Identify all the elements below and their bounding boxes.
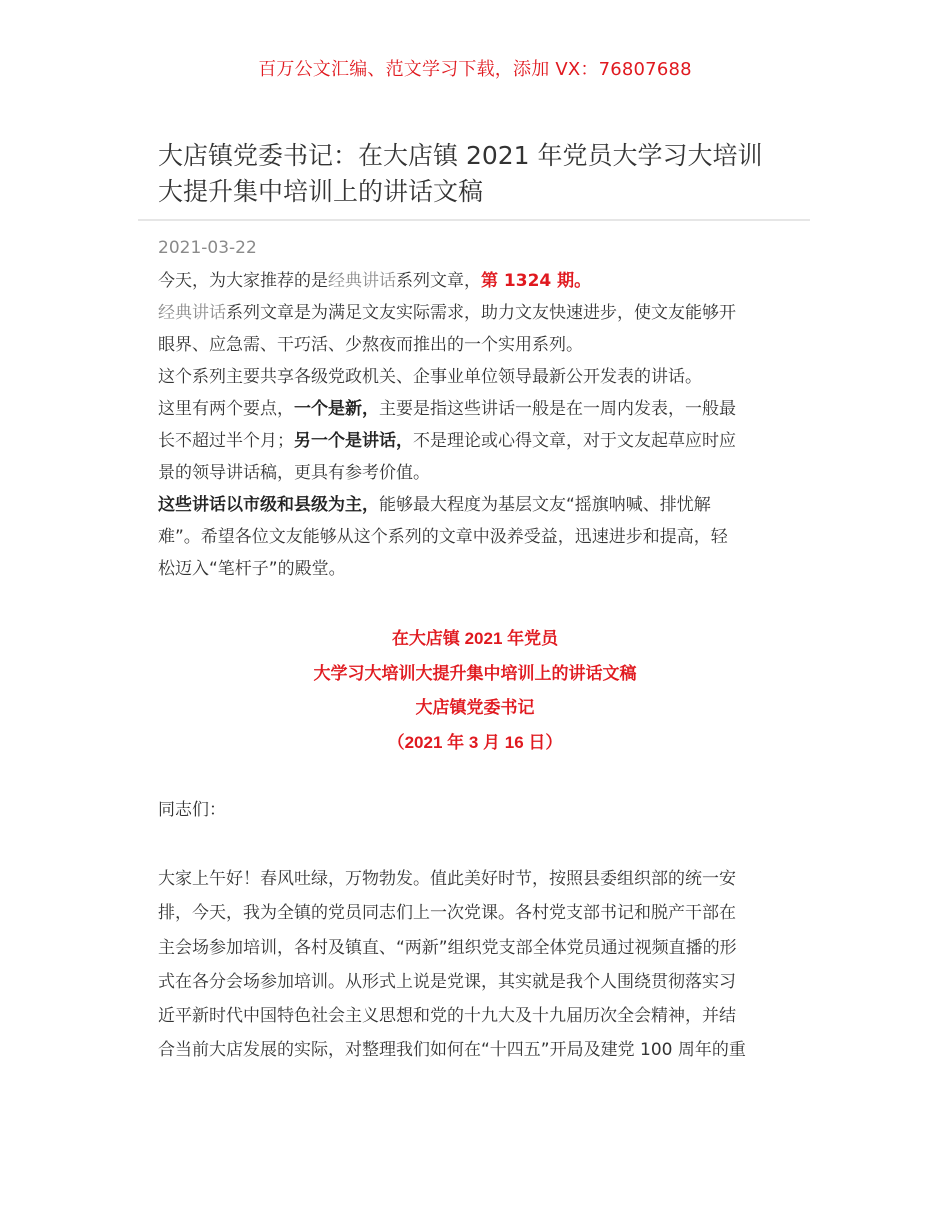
speech-heading-date: （2021 年 3 月 16 日） bbox=[387, 732, 563, 752]
series-link[interactable]: 经典讲话 bbox=[328, 271, 396, 291]
series-link[interactable]: 经典讲话 bbox=[158, 303, 226, 323]
body-line: 近平新时代中国特色社会主义思想和党的十九大及十九届历次全会精神，并结 bbox=[158, 1006, 736, 1027]
promo-banner: 百万公文汇编、范文学习下载，添加 VX：76807688 bbox=[258, 59, 692, 80]
speech-heading bbox=[0, 622, 950, 760]
body-line: 式在各分会场参加培训。从形式上说是党课，其实就是我个人围绕贯彻落实习 bbox=[158, 971, 736, 992]
publish-date: 2021-03-22 bbox=[158, 238, 257, 258]
speech-body-paragraph bbox=[158, 862, 794, 1068]
intro-paragraph-2: 经典讲话系列文章是为满足文友实际需求，助力文友快速进步，使文友能够开 眼界、应急需、干巧活、少熬夜而推出的一个实用系列。 bbox=[158, 303, 736, 355]
body-line: 大家上午好！春风吐绿，万物勃发。值此美好时节，按照县委组织部的统一安 bbox=[158, 869, 736, 889]
speech-heading-speaker: 大店镇党委书记 bbox=[415, 698, 535, 717]
title-divider bbox=[138, 219, 810, 221]
body-line: 主会场参加培训，各村及镇直、“两新”组织党支部全体党员通过视频直播的形 bbox=[158, 937, 737, 958]
speech-heading-line-2: 大学习大培训大提升集中培训上的讲话文稿 bbox=[313, 663, 637, 683]
intro-paragraph-1: 今天，为大家推荐的是经典讲话系列文章，第 1324 期。 bbox=[158, 271, 592, 291]
issue-number: 第 1324 期。 bbox=[481, 271, 592, 291]
intro-paragraph-5: 这些讲话以市级和县级为主，能够最大程度为基层文友“摇旗呐喊、排忧解 难”。希望各位文友能够从这个系列的文章中汲养受益，迅速进步和提高，轻 松迈入“笔杆子”的殿堂。 bbox=[158, 495, 728, 579]
speech-heading-line-1: 在大店镇 2021 年党员 bbox=[391, 629, 559, 648]
intro-section bbox=[158, 265, 798, 585]
body-line: 合当前大店发展的实际，对整理我们如何在“十四五”开局及建党 100 周年的重 bbox=[158, 1040, 746, 1061]
intro-paragraph-4: 这里有两个要点，一个是新，主要是指这些讲话一般是在一周内发表，一般最 长不超过半个月；另一个是讲话，不是理论或心得文章，对于文友起草应时应 景的领导讲话稿，更具有参考价值。 bbox=[158, 399, 736, 483]
intro-paragraph-3: 这个系列主要共享各级党政机关、企事业单位领导最新公开发表的讲话。 bbox=[158, 367, 702, 387]
speech-salutation: 同志们： bbox=[158, 800, 226, 820]
title-line-1: 大店镇党委书记：在大店镇 2021 年党员大学习大培训 bbox=[158, 141, 763, 170]
body-line: 排，今天，我为全镇的党员同志们上一次党课。各村党支部书记和脱产干部在 bbox=[158, 903, 736, 924]
article-title bbox=[158, 138, 798, 210]
title-line-2: 大提升集中培训上的讲话文稿 bbox=[158, 177, 484, 206]
